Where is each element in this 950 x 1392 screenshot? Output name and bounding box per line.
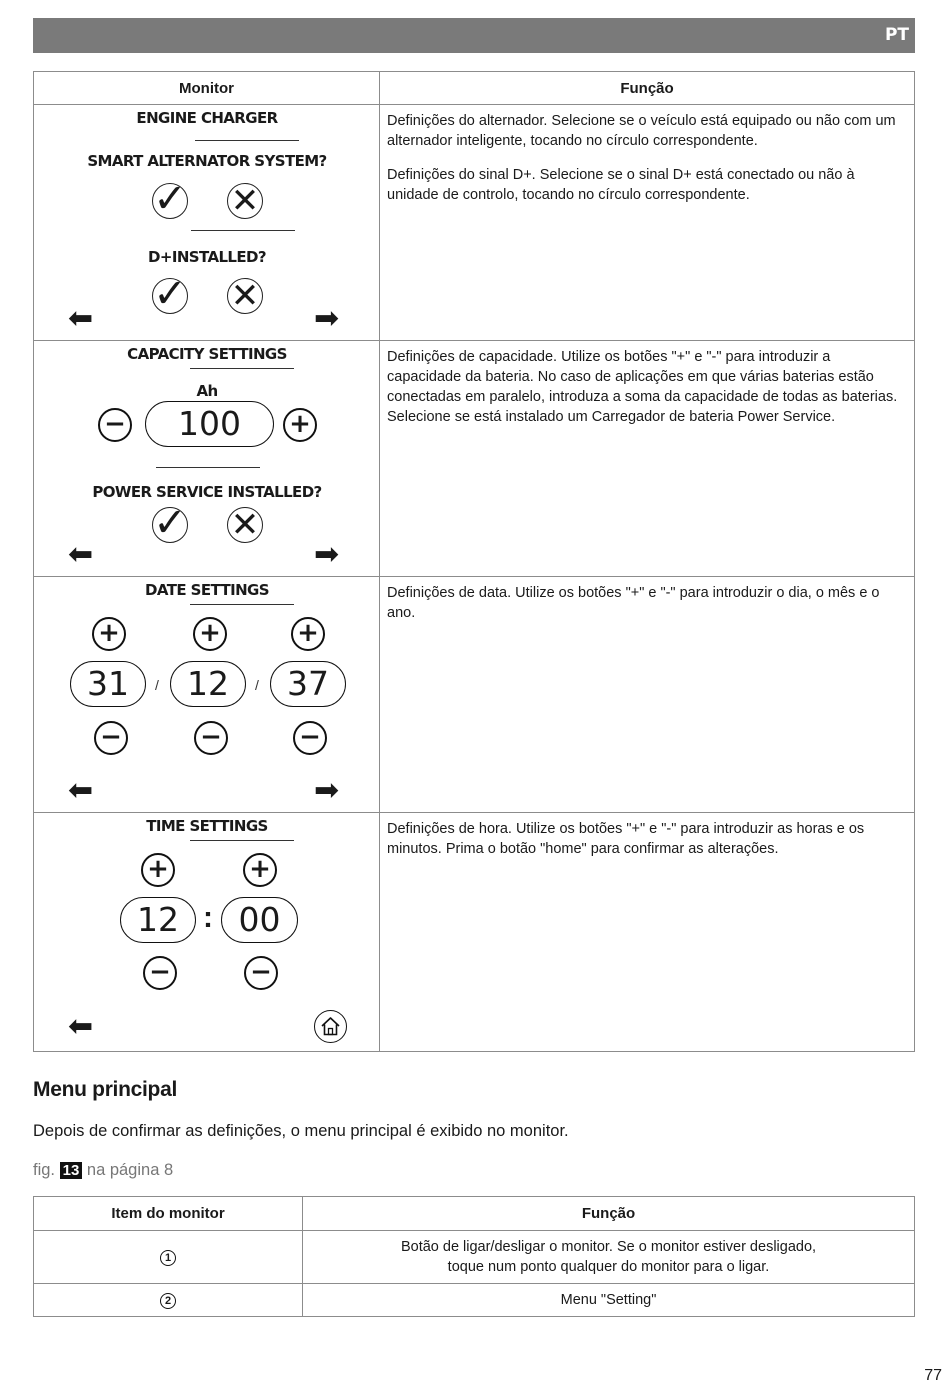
description-text: Definições de hora. Utilize os botões "+" e "-" para introduzir as horas e os minutos. Prima o botão "home" para confirmar as alterações. (387, 821, 865, 857)
minutes-plus-button[interactable]: + (243, 853, 277, 887)
capacity-value: 100 (145, 401, 274, 447)
function-cell (380, 813, 915, 1052)
screen-engine-charger (34, 105, 379, 340)
arrow-left-icon[interactable]: ⬅ (68, 537, 94, 572)
table-row (34, 1231, 915, 1284)
divider (195, 140, 299, 141)
menu-items-table (33, 1196, 915, 1317)
plus-button[interactable]: + (283, 408, 317, 442)
monitor-cell (34, 341, 380, 577)
question-d-plus: D+INSTALLED? (148, 248, 266, 266)
hours-plus-button[interactable]: + (141, 853, 175, 887)
divider (191, 230, 295, 231)
arrow-right-icon[interactable]: ➡ (314, 773, 340, 808)
monitor-cell (34, 105, 380, 341)
divider (190, 840, 294, 841)
cross-icon[interactable]: ✕ (227, 183, 263, 219)
col-header-item: Item do monitor (34, 1197, 303, 1231)
date-separator: / (155, 677, 159, 693)
fig-suffix: na página 8 (86, 1161, 174, 1179)
divider (156, 467, 260, 468)
description-text: Definições de capacidade. Utilize os botões "+" e "-" para introduzir a capacidade da bateria. No caso de aplicações em que várias baterias estão conectadas em paralelo, introduza a soma da capacidade de todas as baterias. Selecione se está instalado um Carregador de bateria Power Service. (387, 349, 898, 425)
screen-date-settings (34, 577, 379, 812)
month-plus-button[interactable]: + (193, 617, 227, 651)
year-value: 37 (270, 661, 346, 707)
description-text: Definições do sinal D+. Selecione se o sinal D+ está conectado ou não à unidade de controlo, tocando no círculo correspondente. (387, 167, 855, 203)
section-title: Menu principal (33, 1078, 177, 1101)
description-text: Definições de data. Utilize os botões "+" e "-" para introduzir o dia, o mês e o ano. (387, 585, 880, 621)
item-number: 2 (160, 1293, 176, 1309)
page-number: 77 (924, 1367, 942, 1384)
arrow-right-icon[interactable]: ➡ (314, 537, 340, 572)
month-value: 12 (170, 661, 246, 707)
col-header-function: Função (380, 72, 915, 105)
cross-icon[interactable]: ✕ (227, 507, 263, 543)
check-icon[interactable]: ✓ (153, 271, 187, 317)
divider (190, 604, 294, 605)
hours-value: 12 (120, 897, 196, 943)
table-row (34, 577, 915, 813)
screen-title: TIME SETTINGS (146, 817, 268, 835)
item-function-text: Botão de ligar/desligar o monitor. Se o monitor estiver desligado, toque num ponto qualquer do monitor para o ligar. (400, 1239, 817, 1275)
language-label: PT (884, 25, 909, 45)
year-minus-button[interactable]: − (293, 721, 327, 755)
table-row (34, 1284, 915, 1317)
screen-time-settings (34, 813, 379, 1051)
screen-title: DATE SETTINGS (145, 581, 269, 599)
arrow-right-icon[interactable]: ➡ (314, 301, 340, 336)
cross-icon[interactable]: ✕ (227, 278, 263, 314)
check-icon[interactable]: ✓ (153, 500, 187, 546)
question-power-service: POWER SERVICE INSTALLED? (92, 483, 322, 501)
day-value: 31 (70, 661, 146, 707)
fig-prefix: fig. (33, 1161, 56, 1179)
home-icon[interactable] (314, 1010, 347, 1043)
header-bar (33, 18, 915, 53)
monitor-cell (34, 813, 380, 1052)
hours-minus-button[interactable]: − (143, 956, 177, 990)
item-function-text: Menu "Setting" (303, 1284, 915, 1317)
arrow-left-icon[interactable]: ⬅ (68, 301, 94, 336)
col-header-monitor: Monitor (34, 72, 380, 105)
day-minus-button[interactable]: − (94, 721, 128, 755)
fig-number: 13 (60, 1162, 83, 1179)
minutes-minus-button[interactable]: − (244, 956, 278, 990)
table-row (34, 813, 915, 1052)
screen-title: CAPACITY SETTINGS (127, 345, 287, 363)
minus-button[interactable]: − (98, 408, 132, 442)
minutes-value: 00 (221, 897, 298, 943)
figure-reference (33, 1161, 173, 1180)
arrow-left-icon[interactable]: ⬅ (68, 773, 94, 808)
function-cell (380, 105, 915, 341)
month-minus-button[interactable]: − (194, 721, 228, 755)
screen-capacity-settings (34, 341, 379, 576)
screen-title: ENGINE CHARGER (136, 109, 278, 127)
function-cell (380, 341, 915, 577)
function-cell (380, 577, 915, 813)
col-header-function: Função (303, 1197, 915, 1231)
item-function (303, 1231, 915, 1284)
settings-table (33, 71, 915, 1052)
day-plus-button[interactable]: + (92, 617, 126, 651)
time-separator: : (203, 901, 213, 934)
divider (190, 368, 294, 369)
description-text: Definições do alternador. Selecione se o veículo está equipado ou não com um alternador inteligente, tocando no círculo correspondente. (387, 113, 896, 149)
table-row (34, 105, 915, 341)
section-intro: Depois de confirmar as definições, o menu principal é exibido no monitor. (33, 1122, 569, 1140)
item-number: 1 (160, 1250, 176, 1266)
date-separator: / (255, 677, 259, 693)
check-icon[interactable]: ✓ (153, 176, 187, 222)
table-row (34, 341, 915, 577)
arrow-left-icon[interactable]: ⬅ (68, 1009, 94, 1044)
year-plus-button[interactable]: + (291, 617, 325, 651)
unit-label: Ah (196, 382, 218, 400)
question-smart-alternator: SMART ALTERNATOR SYSTEM? (87, 152, 327, 170)
monitor-cell (34, 577, 380, 813)
